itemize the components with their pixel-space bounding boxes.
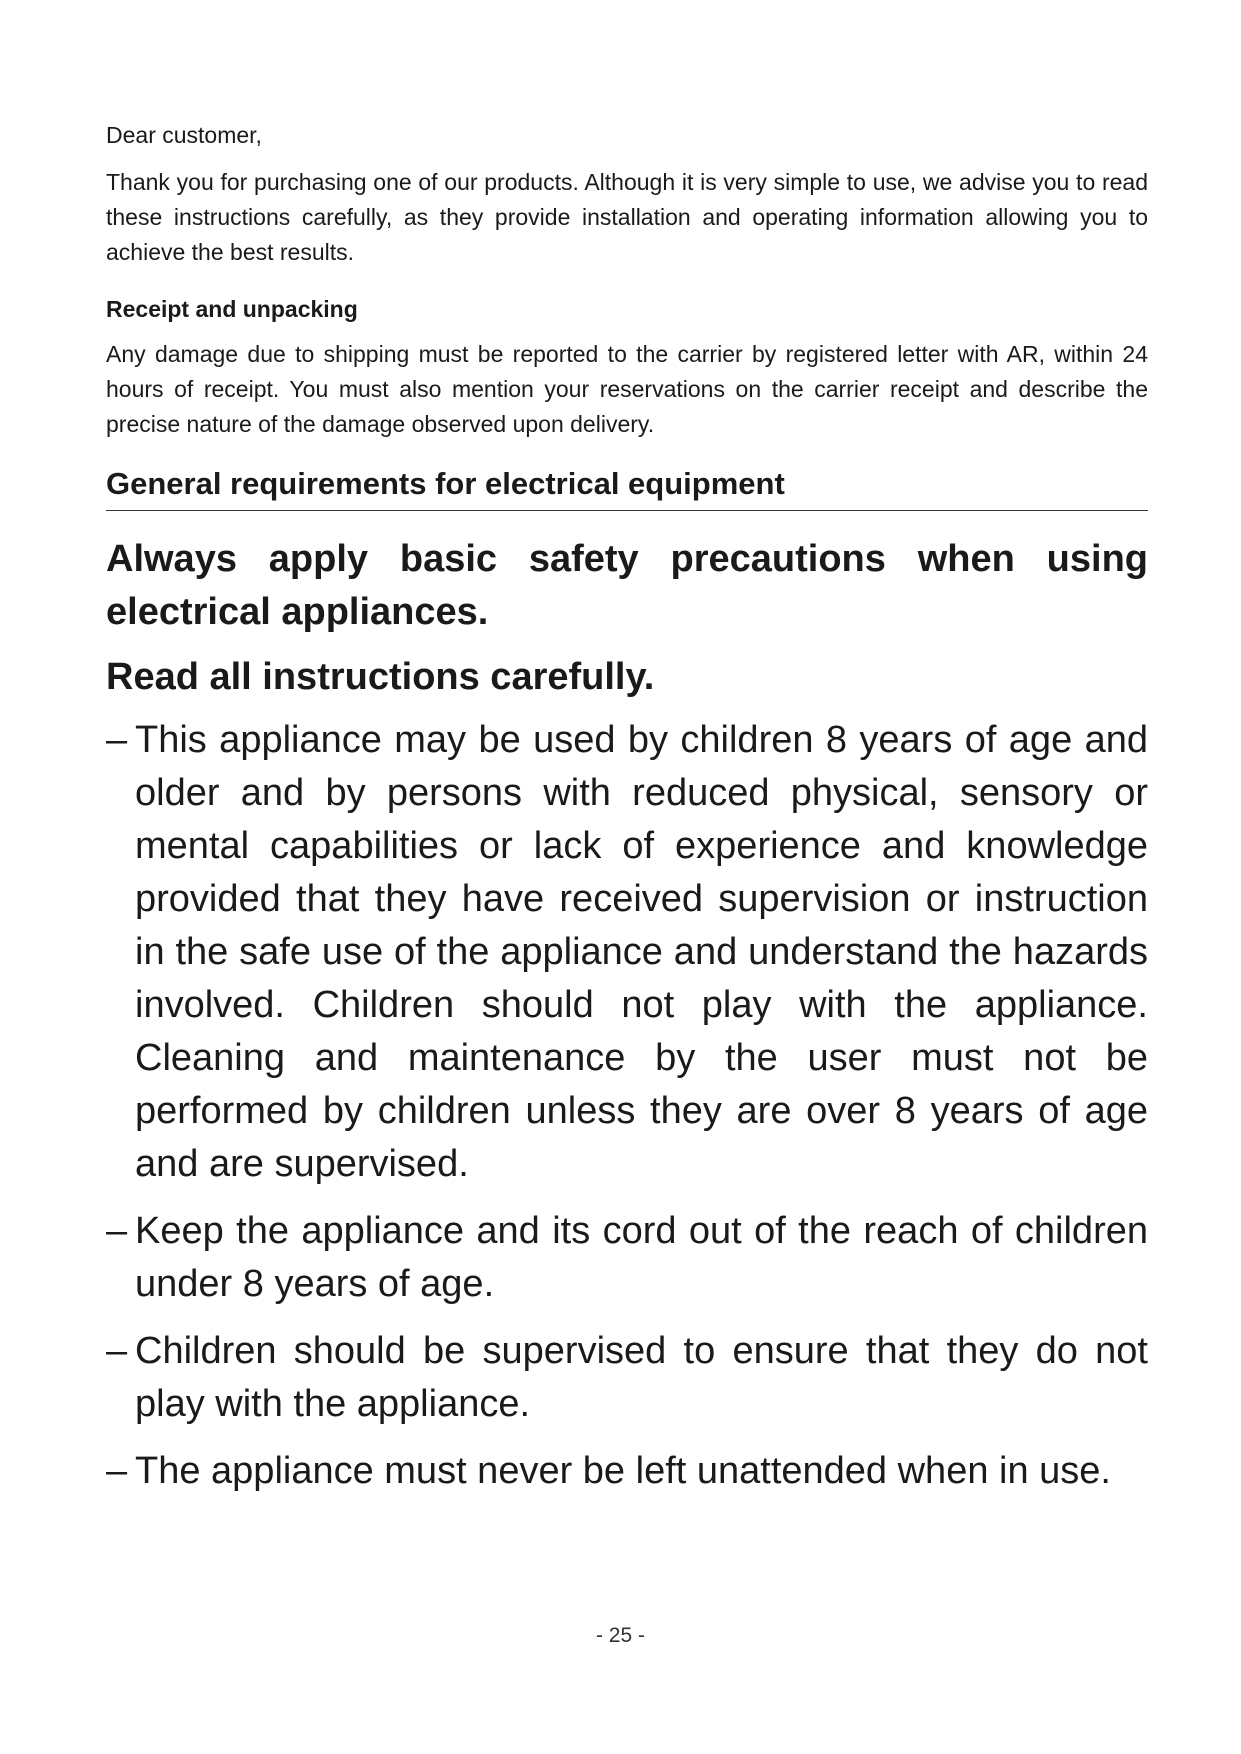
receipt-paragraph: Any damage due to shipping must be reported to the carrier by registered letter with AR, within 24 hours of receipt. You must also mention your reservations on the carrier receipt and describe the precise nature of the damage observed upon delivery. [106, 341, 1148, 437]
safety-rule [106, 1445, 1148, 1498]
safety-rule-text: Children should be supervised to ensure that they do not play with the appliance. [135, 1330, 1148, 1425]
safety-lead: Always apply basic safety precautions when using electrical appliances. [106, 538, 1148, 633]
safety-rule [106, 714, 1148, 1191]
dash-bullet: – [106, 719, 128, 761]
safety-rule-text: The appliance must never be left unattended when in use. [135, 1450, 1111, 1492]
receipt-heading: Receipt and unpacking [106, 296, 358, 322]
safety-rules-list [106, 714, 1148, 1498]
page-number: - 25 - [595, 1624, 645, 1647]
safety-rule-text: Keep the appliance and its cord out of the reach of children under 8 years of age. [135, 1210, 1148, 1305]
dash-bullet: – [106, 1330, 128, 1372]
dash-bullet: – [106, 1450, 128, 1492]
document-page [106, 118, 1148, 1512]
section-title: General requirements for electrical equipment [106, 462, 1148, 511]
dash-bullet: – [106, 1210, 128, 1252]
intro-paragraph: Thank you for purchasing one of our products. Although it is very simple to use, we advise you to read these instructions carefully, as they provide installation and operating information allowing you to achieve the best results. [106, 169, 1148, 265]
safety-rule [106, 1325, 1148, 1431]
read-instructions-notice: Read all instructions carefully. [106, 656, 655, 698]
safety-rule [106, 1205, 1148, 1311]
safety-rule-text: This appliance may be used by children 8 years of age and older and by persons with reduced physical, sensory or mental capabilities or lack of experience and knowledge provided that they have received supervision or instruction in the safe use of the appliance and understand the hazards involved. Children should not play with the appliance. Cleaning and maintenance by the user must not be performed by children unless they are over 8 years of age and are supervised. [135, 719, 1148, 1185]
greeting: Dear customer, [106, 122, 262, 148]
